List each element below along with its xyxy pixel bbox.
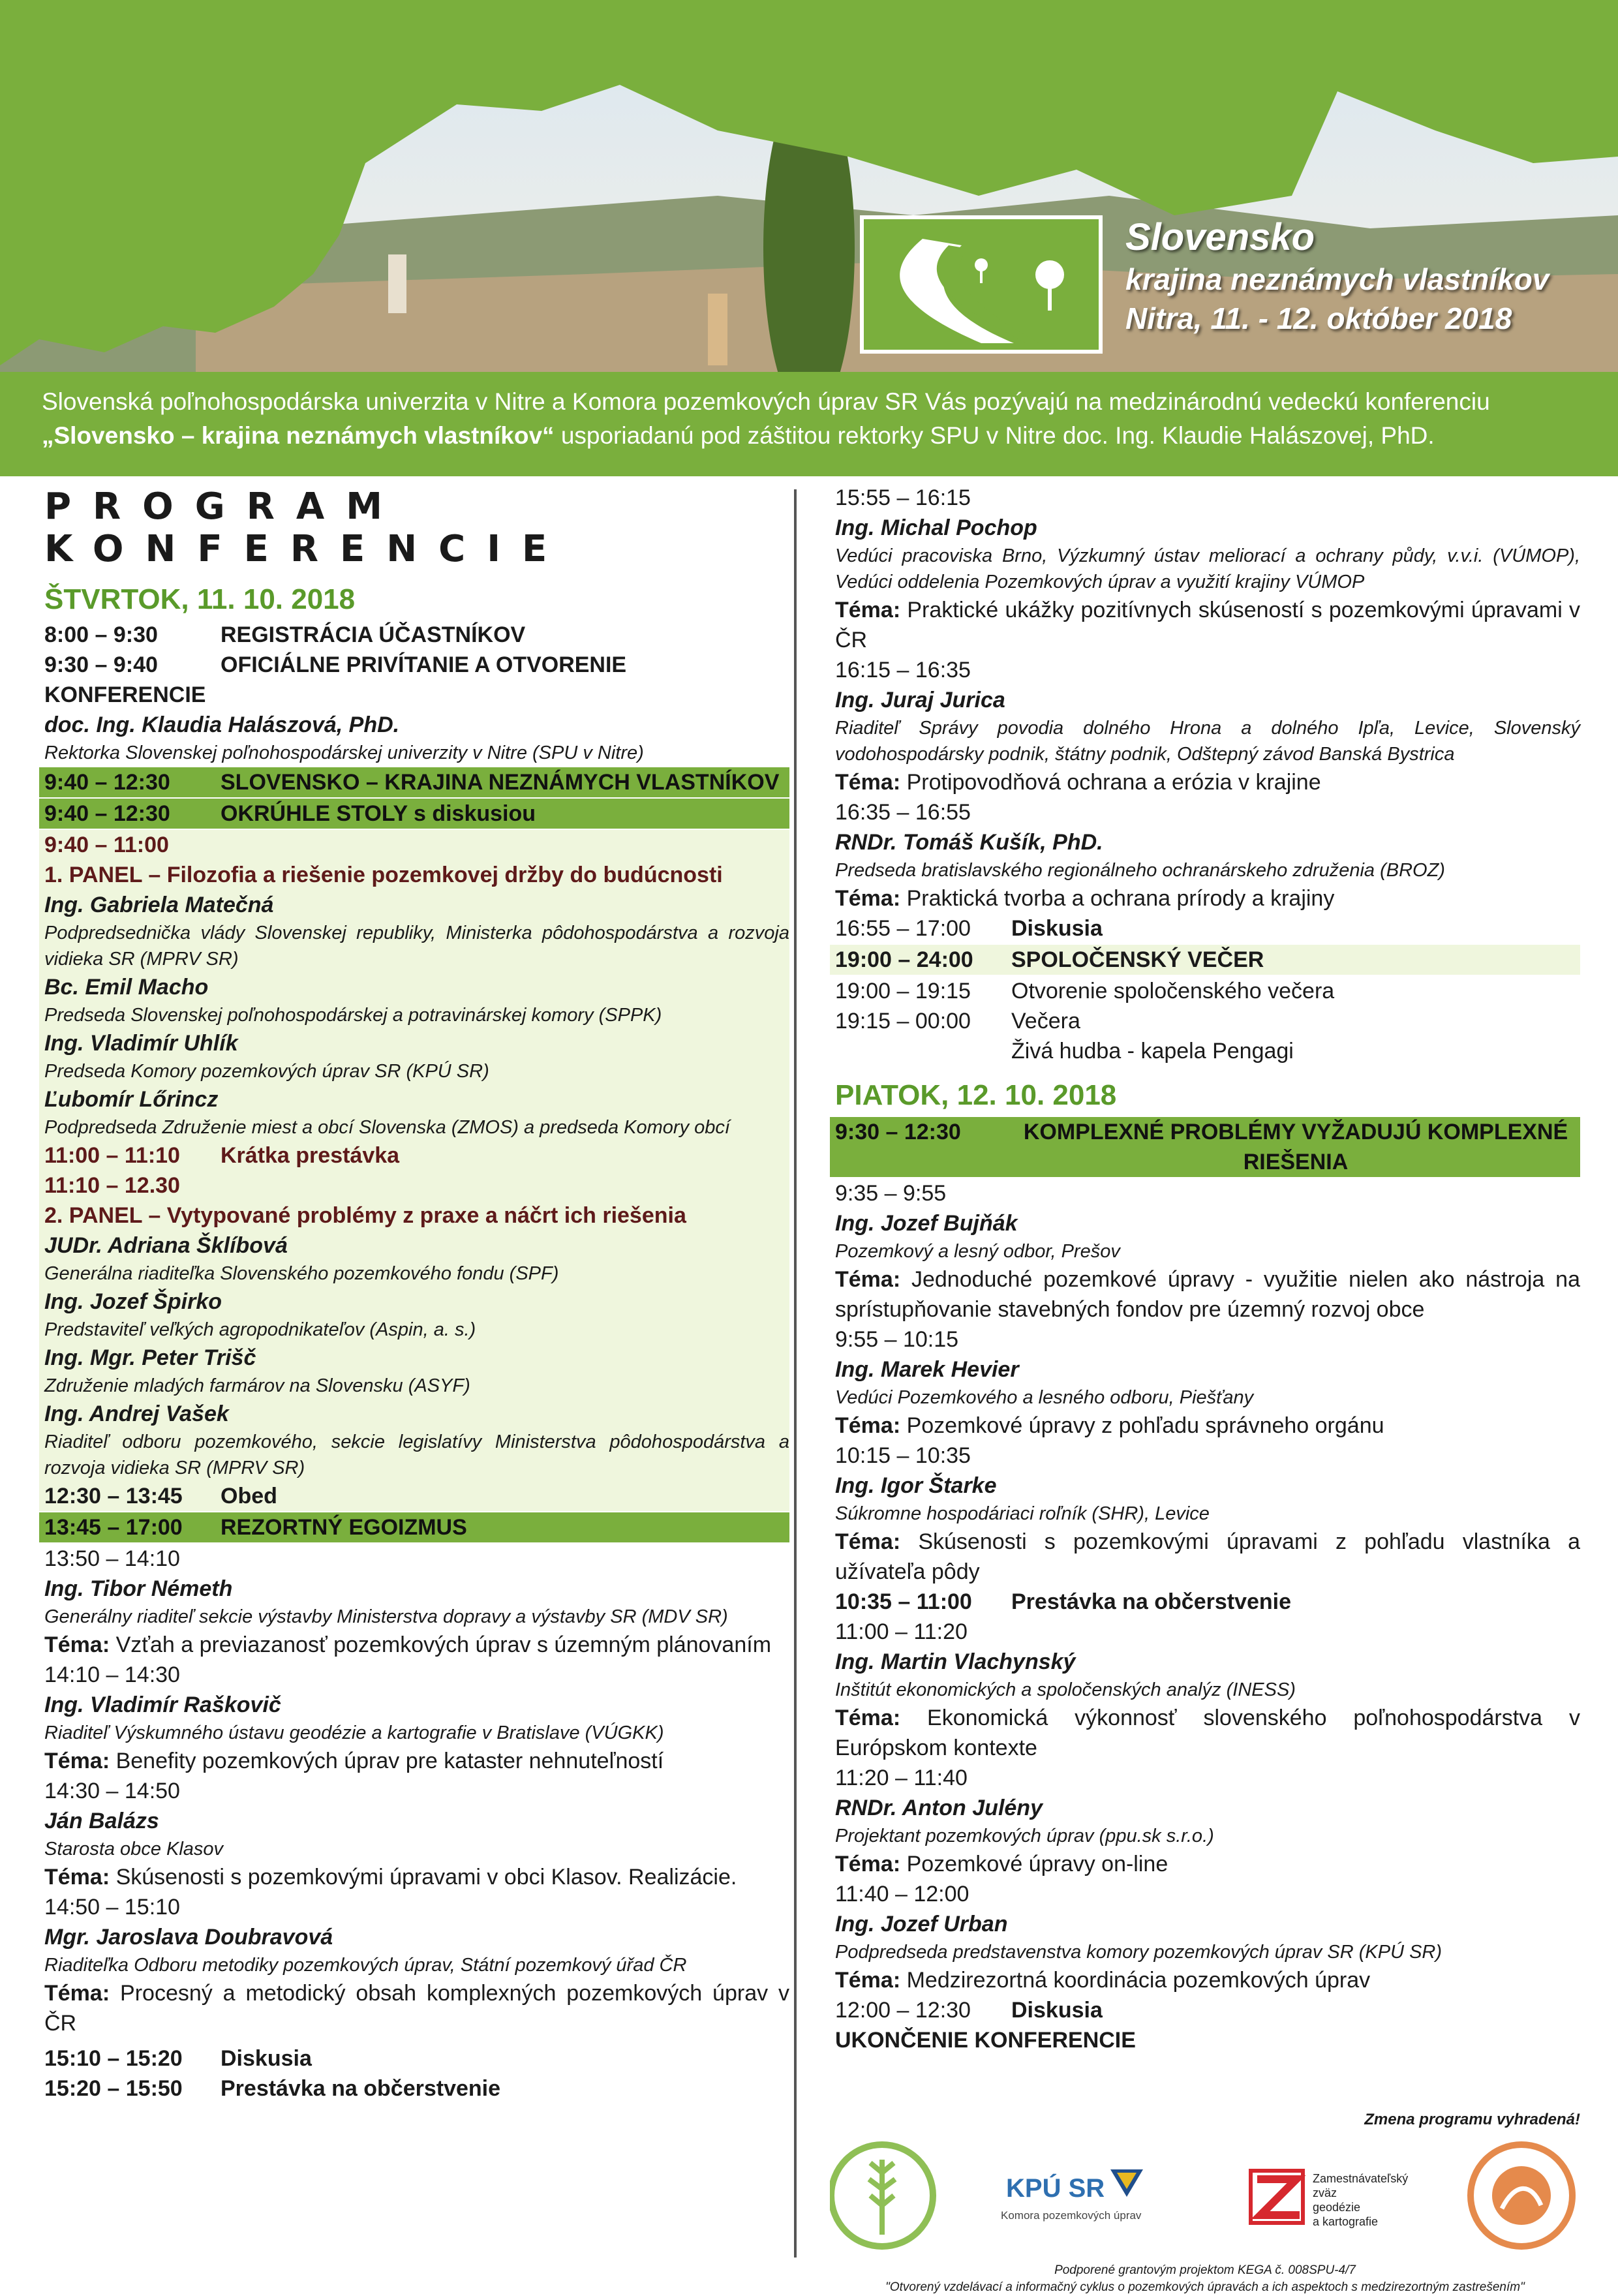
program-left-column	[39, 483, 789, 2104]
program-row: Rektorka Slovenskej poľnohospodárskej univerzity v Nitre (SPU v Nitre)	[44, 742, 644, 763]
zgk-line4: a kartografie	[1313, 2215, 1379, 2228]
session-bar: 19:00 – 24:00 SPOLOČENSKÝ VEČER	[830, 945, 1580, 975]
program-row: 9:55 – 10:15	[835, 1327, 959, 1352]
program-row: Podpredseda Združenie miest a obcí Slovenska (ZMOS) a predseda Komory obcí	[44, 1117, 730, 1138]
zgk-line3: geodézie	[1313, 2201, 1361, 2214]
program-row: 14:30 – 14:50	[44, 1779, 180, 1803]
program-row: 13:50 – 14:10	[44, 1546, 180, 1571]
zgk-logo	[1251, 2171, 1408, 2228]
program-row: Téma: Benefity pozemkových úprav pre kataster nehnuteľností	[44, 1749, 664, 1773]
program-row: 16:55 – 17:00 Diskusia	[835, 916, 1103, 941]
program-row: 11:40 – 12:00	[835, 1882, 969, 1906]
program-row: 2. PANEL – Vytypované problémy z praxe a náčrt ich riešenia	[44, 1203, 686, 1228]
invitation-text: Slovenská poľnohospodárska univerzita v Nitre a Komora pozemkových úprav SR Vás pozývajú na medzinárodnú vedeckú konferenciu „Slovensko – krajina neznámych vlastníkov“ usporiadanú pod záštitou rektorky SPU v Nitre doc. Ing. Klaudie Halászovej, PhD.	[0, 372, 1618, 476]
program-row: Podpredsednička vlády Slovenskej republiky, Ministerka pôdohospodárstva a rozvoja vidieka SR (MPRV SR)	[44, 923, 789, 970]
zgk-line1: Zamestnávateľský	[1313, 2172, 1409, 2185]
program-row: Ing. Igor Štarke	[835, 1473, 997, 1498]
program-row: Ing. Jozef Bujňák	[835, 1211, 1018, 1236]
program-row: 8:00 – 9:30 REGISTRÁCIA ÚČASTNÍKOV	[44, 622, 526, 647]
program-row: doc. Ing. Klaudia Halászová, PhD.	[44, 712, 400, 737]
program-row: 14:10 – 14:30	[44, 1662, 180, 1687]
program-row: Generálna riaditeľka Slovenského pozemkového fondu (SPF)	[44, 1263, 559, 1284]
program-row: Ing. Jozef Špirko	[44, 1289, 222, 1314]
day-heading: PIATOK, 12. 10. 2018	[835, 1079, 1117, 1111]
program-row: Ing. Marek Hevier	[835, 1357, 1019, 1382]
program-row: Ing. Tibor Németh	[44, 1576, 233, 1601]
faculty-logo	[1471, 2145, 1572, 2246]
program-row: 10:15 – 10:35	[835, 1443, 971, 1468]
program-row: 9:35 – 9:55	[835, 1181, 947, 1206]
program-row: 12:30 – 13:45 Obed	[44, 1484, 277, 1508]
program-row: Združenie mladých farmárov na Slovensku (ASYF)	[44, 1375, 470, 1396]
program-row: Ing. Vladimír Raškovič	[44, 1692, 281, 1717]
program-row: 16:35 – 16:55	[835, 800, 971, 825]
day-heading: ŠTVRTOK, 11. 10. 2018	[44, 583, 356, 615]
program-row: Projektant pozemkových úprav (ppu.sk s.r.o.)	[835, 1826, 1214, 1846]
program-row: Generálny riaditeľ sekcie výstavby Ministerstva dopravy a výstavby SR (MDV SR)	[44, 1606, 728, 1627]
program-row: Mgr. Jaroslava Doubravová	[44, 1925, 333, 1950]
grant-footnote: Podporené grantovým projektom KEGA č. 008SPU-4/7 "Otvorený vzdelávací a informačný cyklus o pozemkových úpravách a ich aspektoch s medzirezortným zastrešením"	[885, 2263, 1525, 2294]
program-row: Téma: Pozemkové úpravy on-line	[835, 1852, 1168, 1876]
program-row: 9:30 – 9:40 OFICIÁLNE PRIVÍTANIE A OTVORENIE KONFERENCIE	[44, 652, 627, 707]
program-row: Ing. Vladimír Uhlík	[44, 1031, 238, 1056]
program-row: Živá hudba - kapela Pengagi	[1011, 1039, 1294, 1064]
program-row: Téma: Skúsenosti s pozemkovými úpravami z pohľadu vlastníka a užívateľa pôdy	[835, 1529, 1580, 1584]
footer	[830, 2111, 1580, 2294]
program-row: Téma: Skúsenosti s pozemkovými úpravami v obci Klasov. Realizácie.	[44, 1865, 737, 1890]
program-row: 14:50 – 15:10	[44, 1895, 180, 1920]
zgk-line2: zväz	[1313, 2186, 1337, 2199]
program-row: 9:40 – 11:00	[44, 833, 169, 857]
program-right-column	[830, 483, 1580, 2055]
program-row: 15:20 – 15:50 Prestávka na občerstvenie	[44, 2076, 501, 2101]
program-row: Ing. Michal Pochop	[835, 515, 1037, 540]
kpu-subtitle: Komora pozemkových úprav	[1001, 2209, 1142, 2222]
program-row: Téma: Praktická tvorba a ochrana prírody a krajiny	[835, 886, 1335, 911]
program-row: Predseda Slovenskej poľnohospodárskej a potravinárskej komory (SPPK)	[44, 1005, 662, 1026]
program-row: Téma: Praktické ukážky pozitívnych skúseností s pozemkovými úpravami v ČR	[835, 598, 1580, 652]
round-table-block	[39, 830, 789, 1511]
program-row: Bc. Emil Macho	[44, 975, 209, 1000]
program-row: 11:10 – 12.30	[44, 1173, 180, 1198]
program-row: 15:10 – 15:20 Diskusia	[44, 2046, 312, 2071]
program-row: Vedúci pracoviska Brno, Výzkumný ústav meliorací a ochrany půdy, v.v.i. (VÚMOP), Vedúci oddelenia Pozemkových úprav a využití krajiny VÚMOP	[835, 545, 1580, 592]
program-row: Ing. Juraj Jurica	[835, 688, 1005, 712]
program-row: Ing. Jozef Urban	[835, 1912, 1008, 1936]
program-row: 1. PANEL – Filozofia a riešenie pozemkovej držby do budúcnosti	[44, 863, 723, 887]
program-title: PROGRAM KONFERENCIE	[44, 485, 569, 570]
program-row: Ing. Gabriela Matečná	[44, 893, 274, 917]
program-row: JUDr. Adriana Šklíbová	[44, 1233, 288, 1258]
program-row: Ľubomír Lőrincz	[44, 1087, 219, 1112]
program-row: Predseda bratislavského regionálneho ochranárskeho združenia (BROZ)	[835, 860, 1445, 881]
program-row: Téma: Vzťah a previazanosť pozemkových úprav s územným plánovaním	[44, 1632, 772, 1657]
program-row: Riaditeľ odboru pozemkového, sekcie legislatívy Ministerstva pôdohospodárstva a rozvoja vidieka SR (MPRV SR)	[44, 1431, 789, 1478]
program-row: Riaditeľ Správy povodia dolného Hrona a dolného Ipľa, Levice, Slovenský vodohospodársky podnik, štátny podnik, Odštepný závod Banská Bystrica	[835, 718, 1580, 765]
road-icon	[864, 219, 1099, 350]
session-bar: 9:30 – 12:30 KOMPLEXNÉ PROBLÉMY VYŽADUJÚ KOMPLEXNÉ RIEŠENIA	[830, 1117, 1580, 1177]
program-note: Zmena programu vyhradená!	[1364, 2111, 1580, 2128]
program-row: Starosta obce Klasov	[44, 1839, 224, 1860]
program-row: RNDr. Tomáš Kušík, PhD.	[835, 830, 1103, 855]
program-row: 11:00 – 11:10 Krátka prestávka	[44, 1143, 400, 1168]
program-row: Pozemkový a lesný odbor, Prešov	[835, 1241, 1120, 1262]
program-row: Téma: Medzirezortná koordinácia pozemkových úprav	[835, 1968, 1371, 1993]
program-row: 11:20 – 11:40	[835, 1766, 968, 1790]
program-row: Ing. Andrej Vašek	[44, 1401, 229, 1426]
hero-title: Slovensko krajina neznámych vlastníkov Nitra, 11. - 12. október 2018	[1125, 216, 1549, 335]
program-row: Súkromne hospodáriaci roľník (SHR), Levice	[835, 1503, 1210, 1524]
session-bar: 13:45 – 17:00 REZORTNÝ EGOIZMUS	[39, 1512, 789, 1542]
program-row: Ján Balázs	[44, 1809, 159, 1833]
program-row: Téma: Procesný a metodický obsah komplexných pozemkových úprav v ČR	[44, 1981, 789, 2036]
program-row: Téma: Jednoduché pozemkové úpravy - využitie nielen ako nástroja na sprístupňovanie stavebných fondov pre územný rozvoj obce	[835, 1267, 1580, 1322]
program-row: Téma: Pozemkové úpravy z pohľadu správneho orgánu	[835, 1413, 1384, 1438]
program-row: Ing. Mgr. Peter Trišč	[44, 1345, 256, 1370]
program-row: Riaditeľka Odboru metodiky pozemkových úprav, Státní pozemkový úřad ČR	[44, 1955, 687, 1976]
kpu-logo	[1001, 2169, 1143, 2222]
conference-logo	[860, 215, 1103, 354]
spu-logo	[831, 2145, 933, 2246]
program-row: 15:55 – 16:15	[835, 485, 971, 510]
header-banner	[0, 0, 1618, 372]
kpu-title: KPÚ SR	[1006, 2174, 1105, 2203]
program-row: Riaditeľ Výskumného ústavu geodézie a kartografie v Bratislave (VÚGKK)	[44, 1722, 664, 1743]
program-row: Téma: Protipovodňová ochrana a erózia v krajine	[835, 770, 1321, 795]
program-row: 11:00 – 11:20	[835, 1619, 968, 1644]
program-row: 19:15 – 00:00 Večera	[835, 1009, 1080, 1033]
program-row: Téma: Ekonomická výkonnosť slovenského poľnohospodárstva v Európskom kontexte	[835, 1706, 1580, 1760]
column-divider	[794, 489, 797, 2258]
program-row: Podpredseda predstavenstva komory pozemkových úprav SR (KPÚ SR)	[835, 1942, 1442, 1963]
session-bar: 9:40 – 12:30 SLOVENSKO – KRAJINA NEZNÁMYCH VLASTNÍKOV	[39, 767, 789, 797]
program-row: 10:35 – 11:00 Prestávka na občerstvenie	[835, 1589, 1292, 1614]
partner-logos	[830, 2124, 1580, 2271]
program-row: 16:15 – 16:35	[835, 658, 971, 682]
program-row: 12:00 – 12:30 Diskusia	[835, 1998, 1103, 2023]
program-row: 19:00 – 19:15 Otvorenie spoločenského večera	[835, 979, 1335, 1003]
program-row: Ing. Martin Vlachynský	[835, 1649, 1076, 1674]
program-row: Vedúci Pozemkového a lesného odboru, Piešťany	[835, 1387, 1254, 1408]
program-row: Inštitút ekonomických a spoločenských analýz (INESS)	[835, 1679, 1296, 1700]
program-row: Predstaviteľ veľkých agropodnikateľov (Aspin, a. s.)	[44, 1319, 476, 1340]
program-row: UKONČENIE KONFERENCIE	[835, 2028, 1136, 2053]
session-bar: 9:40 – 12:30 OKRÚHLE STOLY s diskusiou	[39, 799, 789, 829]
program-row: RNDr. Anton Julény	[835, 1796, 1043, 1820]
program-row: Predseda Komory pozemkových úprav SR (KPÚ SR)	[44, 1061, 489, 1082]
